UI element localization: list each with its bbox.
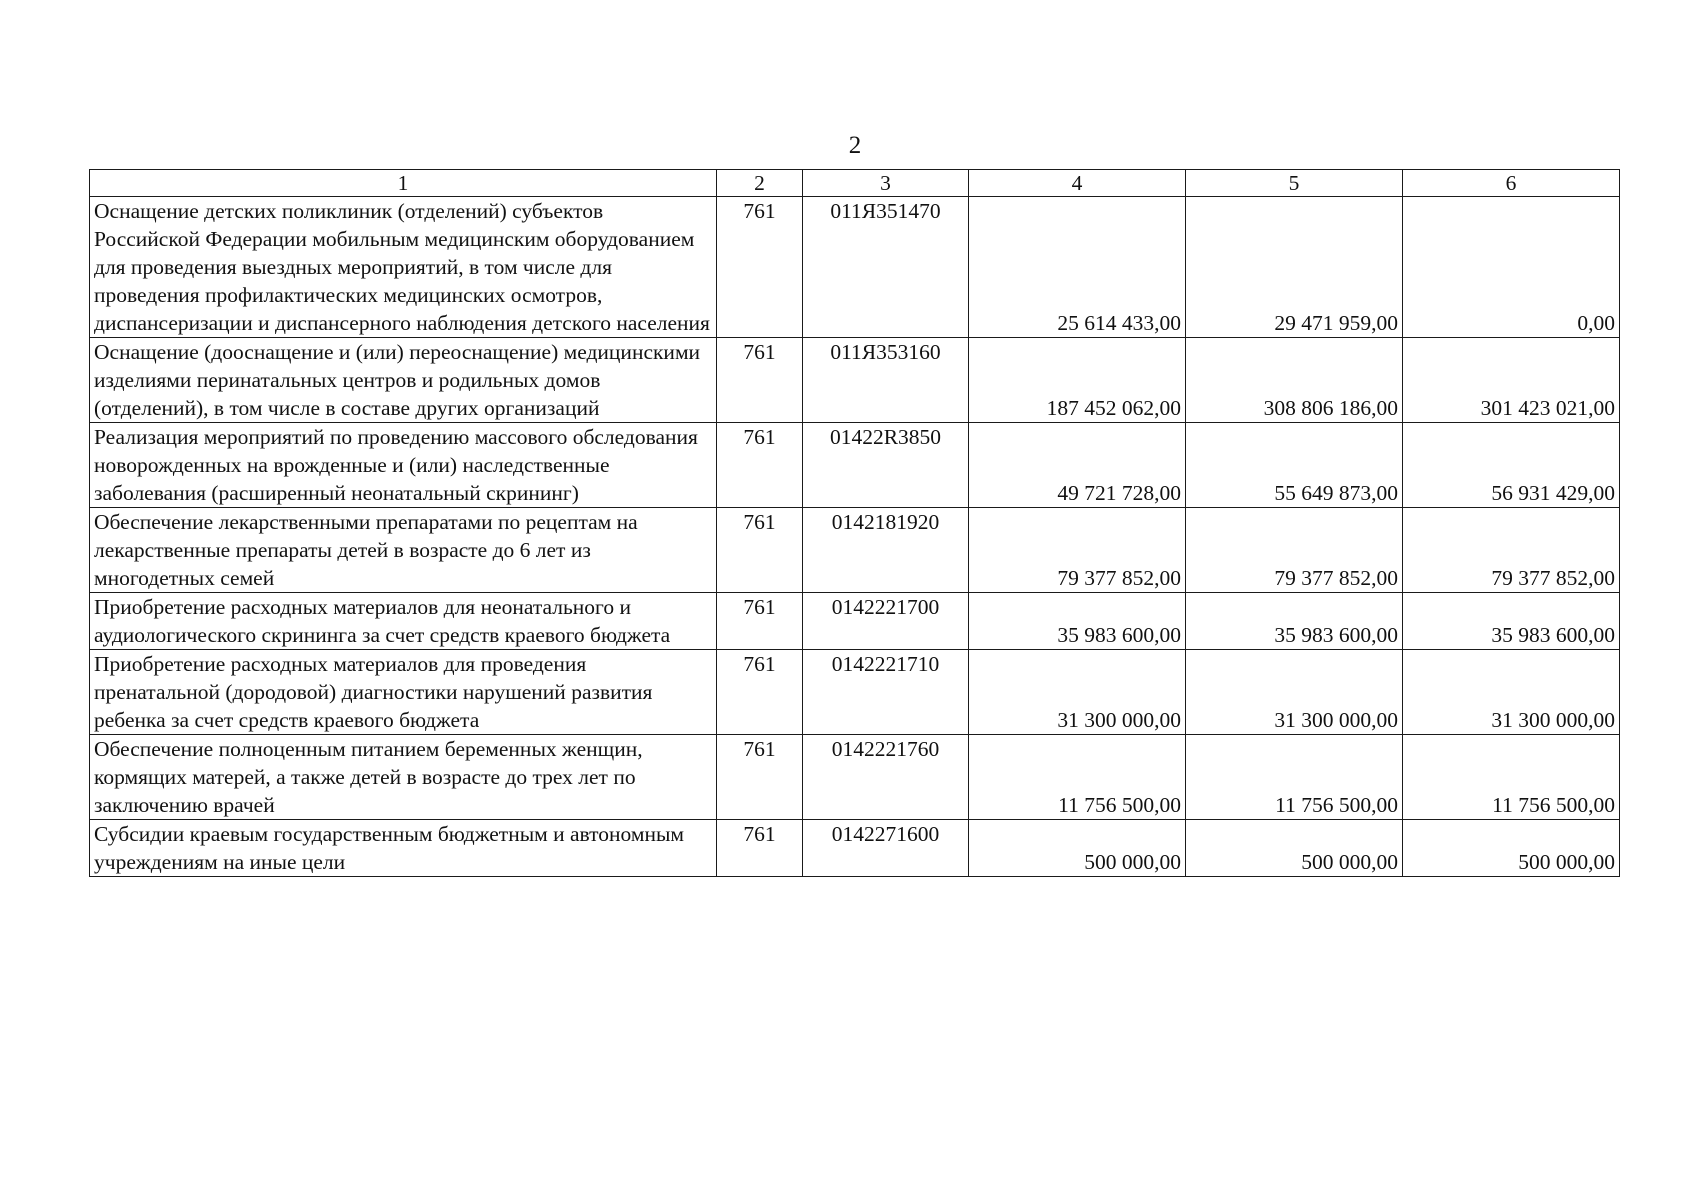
amount-col-5: 308 806 186,00	[1186, 338, 1403, 423]
expense-name: Субсидии краевым государственным бюджетным и автономным учреждениям на иные цели	[90, 820, 717, 877]
expense-name: Оснащение (дооснащение и (или) переоснащение) медицинскими изделиями перинатальных центров и родильных домов (отделений), в том числе в составе других организаций	[90, 338, 717, 423]
expense-name: Приобретение расходных материалов для неонатального и аудиологического скрининга за счет средств краевого бюджета	[90, 593, 717, 650]
target-article-code: 0142221760	[803, 735, 969, 820]
amount-col-6: 11 756 500,00	[1403, 735, 1620, 820]
department-code: 761	[717, 650, 803, 735]
amount-col-6: 35 983 600,00	[1403, 593, 1620, 650]
target-article-code: 0142271600	[803, 820, 969, 877]
target-article-code: 011Я353160	[803, 338, 969, 423]
amount-col-6: 0,00	[1403, 197, 1620, 338]
department-code: 761	[717, 508, 803, 593]
table-header-row	[90, 170, 1620, 197]
expense-name: Приобретение расходных материалов для проведения пренатальной (дородовой) диагностики нарушений развития ребенка за счет средств краевого бюджета	[90, 650, 717, 735]
column-header-3: 3	[803, 170, 969, 197]
department-code: 761	[717, 593, 803, 650]
column-header-5: 5	[1186, 170, 1403, 197]
target-article-code: 0142221700	[803, 593, 969, 650]
page-number: 2	[848, 132, 862, 159]
table-row	[90, 593, 1620, 650]
table-row	[90, 508, 1620, 593]
amount-col-4: 500 000,00	[969, 820, 1186, 877]
amount-col-4: 79 377 852,00	[969, 508, 1186, 593]
column-header-6: 6	[1403, 170, 1620, 197]
amount-col-4: 11 756 500,00	[969, 735, 1186, 820]
amount-col-4: 49 721 728,00	[969, 423, 1186, 508]
amount-col-6: 31 300 000,00	[1403, 650, 1620, 735]
amount-col-6: 301 423 021,00	[1403, 338, 1620, 423]
table-row	[90, 820, 1620, 877]
table-row	[90, 735, 1620, 820]
department-code: 761	[717, 423, 803, 508]
amount-col-5: 79 377 852,00	[1186, 508, 1403, 593]
target-article-code: 0142221710	[803, 650, 969, 735]
amount-col-5: 29 471 959,00	[1186, 197, 1403, 338]
expense-name: Оснащение детских поликлиник (отделений) субъектов Российской Федерации мобильным медицинским оборудованием для проведения выездных мероприятий, в том числе для проведения профилактических медицинских осмотров, диспансеризации и диспансерного наблюдения детского населения	[90, 197, 717, 338]
amount-col-4: 187 452 062,00	[969, 338, 1186, 423]
budget-table	[89, 169, 1620, 877]
amount-col-4: 31 300 000,00	[969, 650, 1186, 735]
amount-col-5: 11 756 500,00	[1186, 735, 1403, 820]
table-row	[90, 650, 1620, 735]
amount-col-5: 55 649 873,00	[1186, 423, 1403, 508]
amount-col-4: 35 983 600,00	[969, 593, 1186, 650]
amount-col-6: 79 377 852,00	[1403, 508, 1620, 593]
department-code: 761	[717, 338, 803, 423]
column-header-4: 4	[969, 170, 1186, 197]
department-code: 761	[717, 197, 803, 338]
expense-name: Реализация мероприятий по проведению массового обследования новорожденных на врожденные и (или) наследственные заболевания (расширенный неонатальный скрининг)	[90, 423, 717, 508]
table-row	[90, 423, 1620, 508]
column-header-1: 1	[90, 170, 717, 197]
table-row	[90, 197, 1620, 338]
amount-col-4: 25 614 433,00	[969, 197, 1186, 338]
amount-col-5: 31 300 000,00	[1186, 650, 1403, 735]
expense-name: Обеспечение лекарственными препаратами по рецептам на лекарственные препараты детей в возрасте до 6 лет из многодетных семей	[90, 508, 717, 593]
column-header-2: 2	[717, 170, 803, 197]
target-article-code: 0142181920	[803, 508, 969, 593]
target-article-code: 011Я351470	[803, 197, 969, 338]
department-code: 761	[717, 735, 803, 820]
department-code: 761	[717, 820, 803, 877]
expense-name: Обеспечение полноценным питанием беременных женщин, кормящих матерей, а также детей в возрасте до трех лет по заключению врачей	[90, 735, 717, 820]
amount-col-6: 500 000,00	[1403, 820, 1620, 877]
amount-col-5: 500 000,00	[1186, 820, 1403, 877]
amount-col-5: 35 983 600,00	[1186, 593, 1403, 650]
amount-col-6: 56 931 429,00	[1403, 423, 1620, 508]
target-article-code: 01422R3850	[803, 423, 969, 508]
table-row	[90, 338, 1620, 423]
